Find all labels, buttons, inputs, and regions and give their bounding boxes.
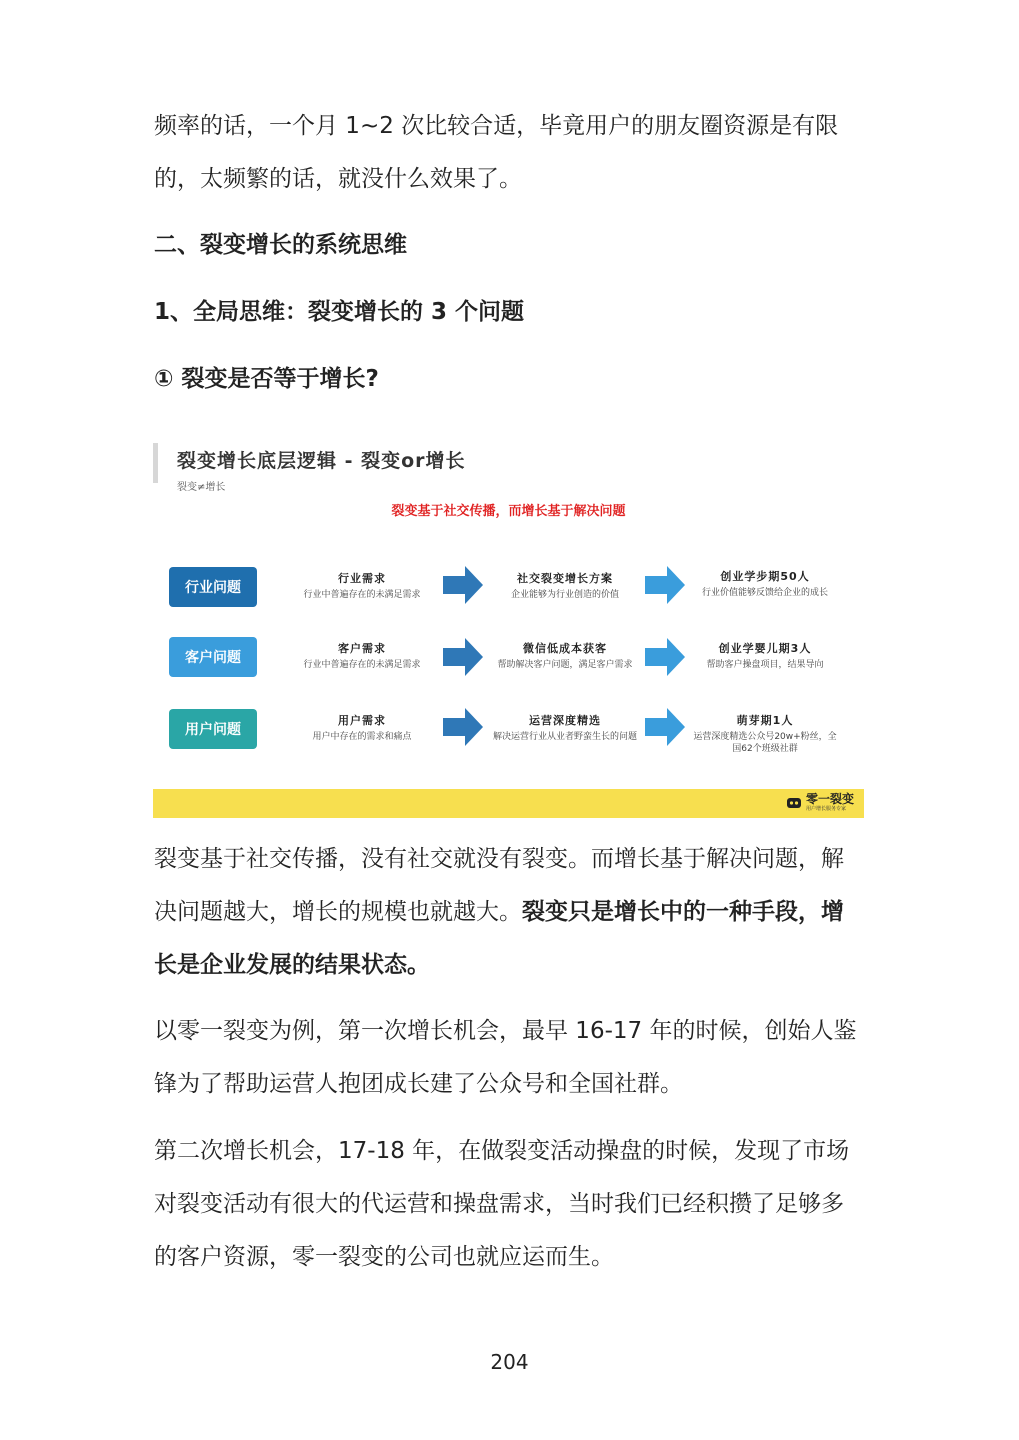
paragraph-text: 裂变基于社交传播，没有社交就没有裂变。而增长基于解决问题，解决问题越大，增长的规模也就越大。 (154, 846, 844, 925)
arrow-icon (443, 708, 483, 746)
industry-problem-pill: 行业问题 (169, 567, 257, 607)
figure-title-bar (153, 443, 158, 483)
customer-problem-pill: 客户问题 (169, 637, 257, 677)
arrow-icon (645, 566, 685, 604)
need-cell (277, 570, 447, 601)
figure-subtitle: 裂变≠增长 (177, 482, 226, 493)
paragraph-first-growth: 以零一裂变为例，第一次增长机会，最早 16-17 年的时候，创始人鉴锋为了帮助运营人抱团成长建了公众号和全国社群。 (154, 1018, 857, 1097)
figure-highlight: 裂变基于社交传播，而增长基于解决问题 (391, 504, 626, 519)
paragraph-second-growth: 第二次增长机会，17-18 年，在做裂变活动操盘的时候，发现了市场对裂变活动有很大的代运营和操盘需求，当时我们已经积攒了足够多的客户资源，零一裂变的公司也就应运而生。 (154, 1138, 850, 1270)
result-cell (689, 640, 841, 671)
paragraph-fission-vs-growth (154, 833, 866, 992)
paragraph-bold-text: 裂变只是增长中的一种手段，增长是企业发展的结果状态。 (154, 899, 844, 978)
subsection-heading: 1、全局思维：裂变增长的 3 个问题 (154, 299, 525, 325)
result-title: 创业学步期50人 (720, 570, 810, 583)
need-desc: 用户中存在的需求和痛点 (312, 732, 412, 742)
user-problem-pill: 用户问题 (169, 709, 257, 749)
result-desc: 行业价值能够反馈给企业的成长 (701, 588, 828, 598)
need-title: 行业需求 (338, 572, 386, 585)
result-cell (689, 568, 841, 599)
figure-title: 裂变增长底层逻辑 - 裂变or增长 (177, 450, 466, 472)
logo-tagline: 用户增长服务专家 (805, 806, 846, 812)
figure-footer-band (153, 789, 864, 818)
result-title: 萌芽期1人 (736, 714, 794, 727)
plan-desc: 企业能够为行业创造的价值 (510, 590, 619, 600)
need-title: 用户需求 (338, 714, 386, 727)
growth-logic-figure (153, 440, 864, 818)
plan-desc: 解决运营行业从业者野蛮生长的问题 (492, 732, 637, 742)
plan-title: 运营深度精选 (529, 714, 601, 727)
section-heading: 二、裂变增长的系统思维 (154, 232, 407, 258)
need-desc: 行业中普遍存在的未满足需求 (303, 660, 421, 670)
arrow-icon (645, 708, 685, 746)
page-number: 204 (490, 1350, 529, 1374)
logo-text: 零一裂变 (805, 792, 854, 806)
figure-row-user (153, 700, 864, 760)
arrow-icon (443, 566, 483, 604)
plan-cell (491, 712, 639, 743)
arrow-icon (645, 638, 685, 676)
result-desc: 运营深度精选公众号20w+粉丝，全国62个班级社群 (693, 732, 837, 754)
plan-desc: 帮助解决客户问题，满足客户需求 (497, 660, 633, 670)
figure-row-customer (153, 628, 864, 688)
plan-cell (491, 570, 639, 601)
plan-title: 微信低成本获客 (523, 642, 607, 655)
result-desc: 帮助客户操盘项目，结果导向 (706, 660, 824, 670)
brand-logo (786, 793, 854, 812)
figure-row-industry (153, 558, 864, 618)
need-cell (277, 712, 447, 743)
need-title: 客户需求 (338, 642, 386, 655)
result-title: 创业学婴儿期3人 (718, 642, 812, 655)
robot-icon (786, 797, 802, 809)
need-cell (277, 640, 447, 671)
arrow-icon (443, 638, 483, 676)
result-cell (689, 712, 841, 755)
question-heading: ① 裂变是否等于增长? (154, 366, 379, 392)
paragraph-intro: 频率的话，一个月 1~2 次比较合适，毕竟用户的朋友圈资源是有限的，太频繁的话，就没什么效果了。 (154, 113, 839, 192)
need-desc: 行业中普遍存在的未满足需求 (303, 590, 421, 600)
plan-cell (491, 640, 639, 671)
plan-title: 社交裂变增长方案 (517, 572, 613, 585)
